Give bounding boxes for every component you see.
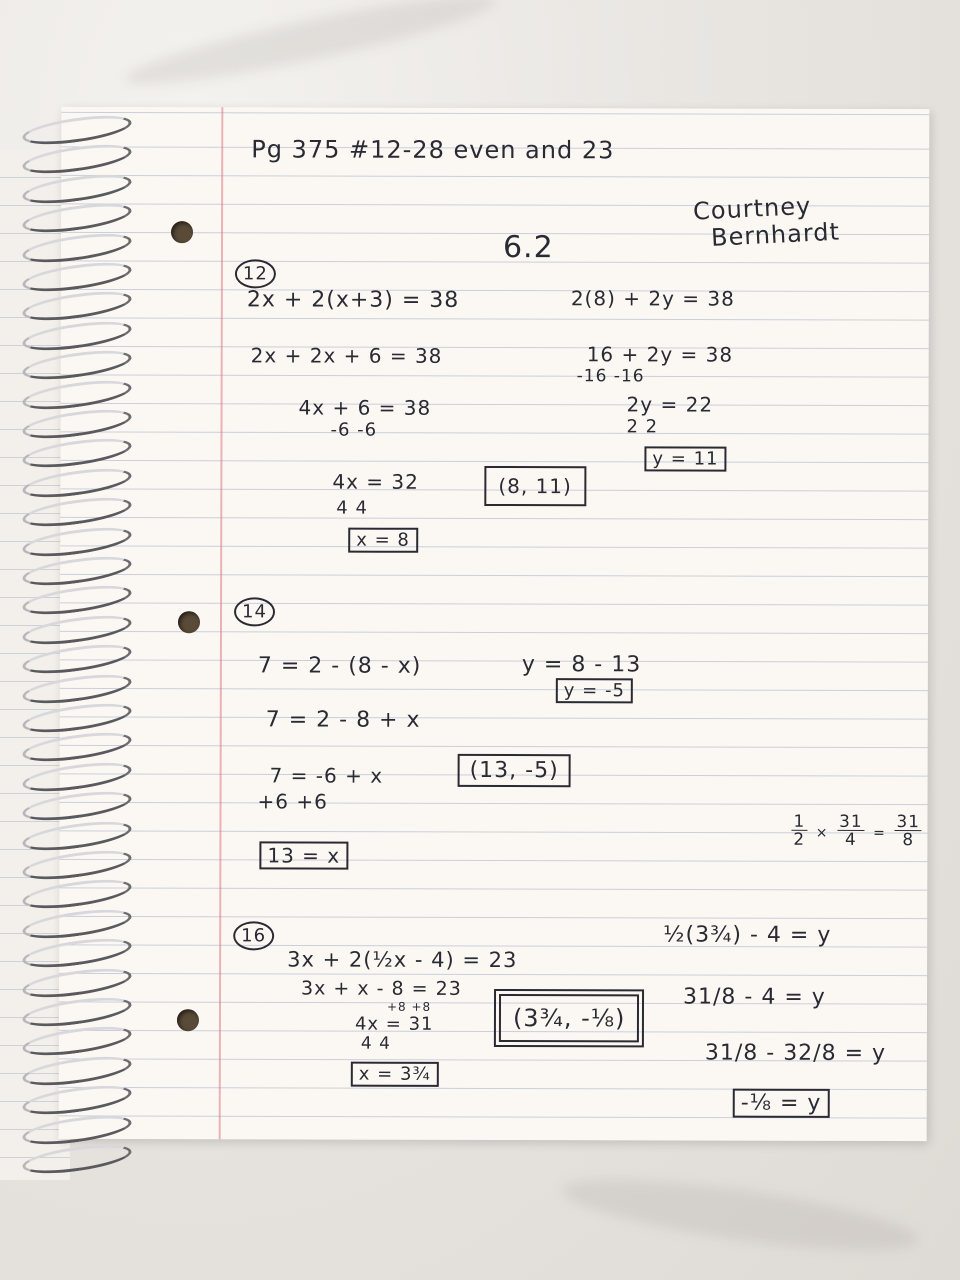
p16-step-4: 4x = 31	[354, 1013, 434, 1035]
p14-step-2: 7 = 2 - 8 + x	[265, 707, 421, 733]
spiral-coil	[21, 287, 133, 326]
spiral-coil	[21, 963, 133, 1002]
problem-12-number: 12	[235, 259, 276, 288]
spiral-coil	[21, 1022, 133, 1061]
p16-sub-step-1: ½(3¾) - 4 = y	[663, 922, 832, 948]
spiral-coil	[21, 434, 133, 473]
spiral-coil	[21, 1051, 133, 1090]
p16-sub-step-3: 31/8 - 32/8 = y	[704, 1040, 887, 1067]
margin-line	[219, 107, 224, 1139]
spiral-binding	[22, 118, 134, 1188]
p14-sub-step: y = 8 - 13	[521, 652, 642, 678]
p12-sub-step-2: 16 + 2y = 38	[586, 342, 734, 367]
p12-step-2: 2x + 2x + 6 = 38	[250, 343, 443, 368]
spiral-coil	[21, 463, 133, 502]
p14-step-3: 7 = -6 + x	[269, 763, 384, 788]
spiral-coil	[21, 640, 133, 679]
p12-step-1: 2x + 2(x+3) = 38	[246, 287, 460, 313]
marble-texture	[558, 1165, 921, 1265]
spiral-coil	[21, 1110, 133, 1149]
p14-step-4: +6 +6	[257, 789, 328, 814]
p12-sub-step-5: 2 2	[626, 416, 659, 438]
punch-hole	[178, 611, 200, 633]
spiral-coil	[21, 787, 133, 826]
p12-step-6: 4 4	[336, 497, 368, 519]
spiral-coil	[21, 816, 133, 855]
p16-step-1: 3x + 2(½x - 4) = 23	[287, 947, 518, 973]
p12-step-4: -6 -6	[330, 419, 378, 441]
p16-side-calculation: $\frac{1}{2}$ × $\frac{31}{4}$ = $\frac{31}{8}$	[793, 810, 920, 849]
fraction: $\frac{31}{8}$	[896, 811, 920, 849]
punch-hole	[171, 221, 193, 243]
spiral-coil	[21, 757, 133, 796]
p14-x-answer: 13 = x	[259, 841, 348, 869]
spiral-coil	[21, 346, 133, 385]
spiral-coil	[21, 404, 133, 443]
spiral-coil	[21, 728, 133, 767]
p12-sub-step-3: -16 -16	[576, 366, 645, 387]
p16-step-2: 3x + x - 8 = 23	[301, 977, 462, 1000]
spiral-coil	[21, 1081, 133, 1120]
p16-step-5: 4 4	[360, 1033, 391, 1054]
problem-14-number: 14	[234, 597, 275, 626]
p16-y-answer: -⅛ = y	[733, 1089, 830, 1118]
p16-solution: (3¾, -⅛)	[499, 994, 640, 1042]
notebook-page	[59, 107, 930, 1141]
spiral-coil	[21, 845, 133, 884]
spiral-coil	[21, 140, 133, 179]
spiral-coil	[21, 992, 133, 1031]
problem-16-number: 16	[233, 921, 274, 950]
spiral-coil	[21, 875, 133, 914]
punch-hole	[177, 1009, 199, 1031]
spiral-coil	[21, 904, 133, 943]
p12-solution: (8, 11)	[484, 466, 586, 506]
p12-step-5: 4x = 32	[332, 469, 419, 494]
p14-y-answer: y = -5	[556, 678, 633, 703]
spiral-coil	[21, 551, 133, 590]
spiral-coil	[21, 257, 133, 296]
section-number: 6.2	[502, 230, 554, 266]
p16-step-3: +8 +8	[386, 999, 432, 1014]
p12-y-answer: y = 11	[644, 446, 726, 471]
student-last-name: Bernhardt	[710, 217, 841, 252]
spiral-coil	[21, 316, 133, 355]
spiral-coil	[21, 169, 133, 208]
spiral-coil	[21, 522, 133, 561]
spiral-coil	[21, 934, 133, 973]
spiral-coil	[21, 375, 133, 414]
spiral-coil	[21, 199, 133, 238]
spiral-coil	[21, 610, 133, 649]
p16-x-answer: x = 3¾	[351, 1062, 439, 1087]
assignment-heading: Pg 375 #12-28 even and 23	[251, 135, 615, 165]
spiral-coil	[21, 1139, 133, 1178]
p14-solution: (13, -5)	[458, 754, 571, 787]
fraction: $\frac{31}{4}$	[839, 810, 863, 849]
p14-step-1: 7 = 2 - (8 - x)	[257, 653, 422, 679]
spiral-coil	[21, 669, 133, 708]
p12-x-answer: x = 8	[348, 528, 418, 553]
p12-sub-step-1: 2(8) + 2y = 38	[570, 286, 735, 311]
marble-texture	[120, 0, 500, 99]
spiral-coil	[21, 228, 133, 267]
fraction: $\frac{1}{2}$	[793, 810, 806, 849]
p12-step-3: 4x + 6 = 38	[298, 395, 432, 420]
spiral-coil	[21, 493, 133, 532]
spiral-coil	[21, 698, 133, 737]
p16-sub-step-2: 31/8 - 4 = y	[682, 984, 826, 1010]
spiral-coil	[21, 581, 133, 620]
p12-sub-step-4: 2y = 22	[626, 392, 714, 417]
student-first-name: Courtney	[692, 191, 812, 226]
